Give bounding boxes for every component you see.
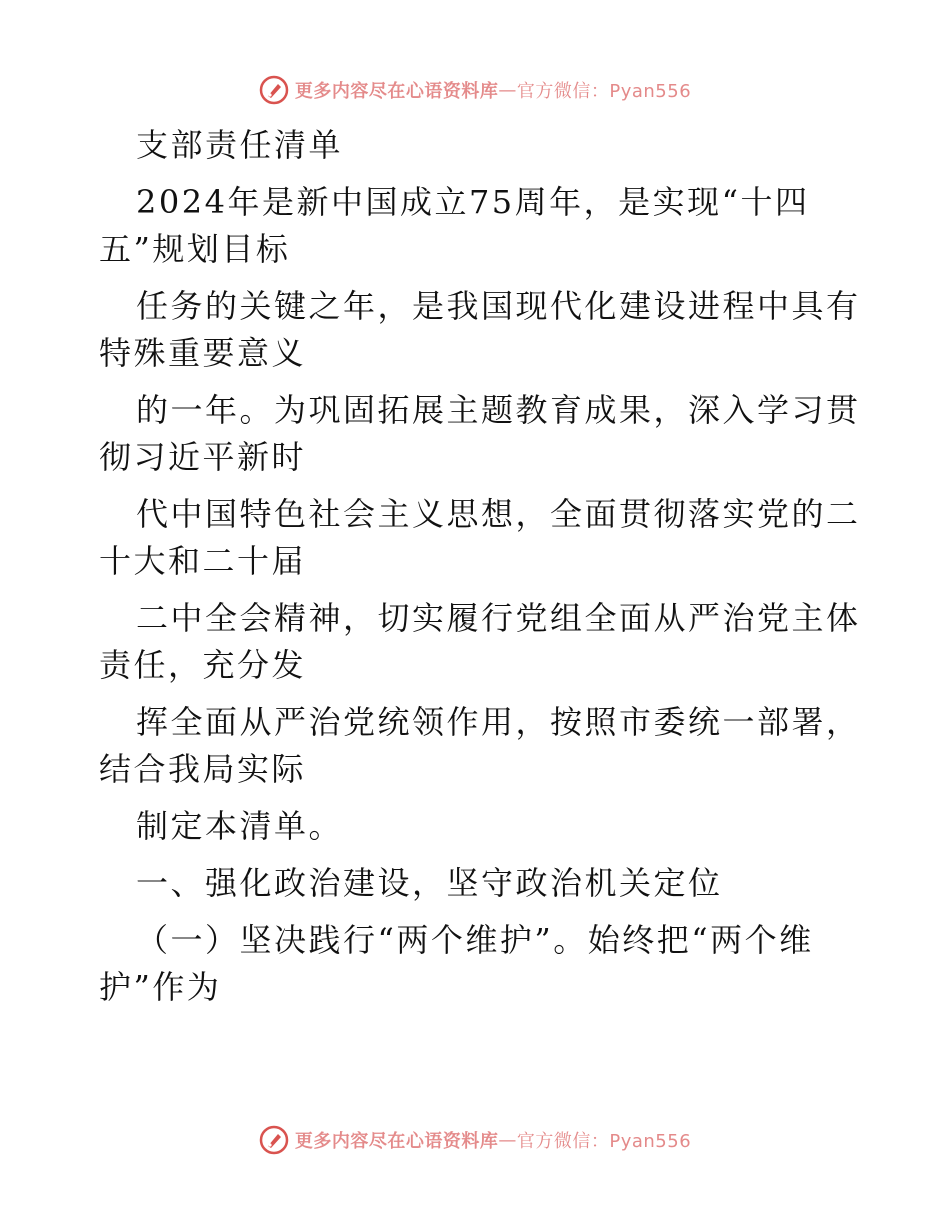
paragraph-line: 代中国特色社会主义思想，全面贯彻落实党的二 <box>136 495 861 533</box>
paragraph-line: 挥全面从严治党统领作用，按照市委统一部署， <box>136 703 861 741</box>
watermark-separator: — <box>498 79 517 101</box>
pen-nib-logo-icon <box>259 75 289 105</box>
footer-watermark <box>0 1122 950 1158</box>
paragraph-line: 的一年。为巩固拓展主题教育成果，深入学习贯 <box>136 391 861 429</box>
document-body <box>99 122 859 1011</box>
paragraph-line: 二中全会精神，切实履行党组全面从严治党主体 <box>136 599 861 637</box>
watermark-contact: 官方微信：Pyan556 <box>516 1131 692 1152</box>
watermark-separator: — <box>498 1129 517 1151</box>
watermark-brand: 更多内容尽在心语资料库 <box>294 81 499 102</box>
paragraph-line: 十大和二十届 <box>99 542 307 580</box>
paragraph-line: 结合我局实际 <box>99 750 307 788</box>
paragraph-line: （一）坚决践行“两个维护”。始终把“两个维 <box>136 921 814 959</box>
watermark-contact: 官方微信：Pyan556 <box>516 81 692 102</box>
pen-nib-logo-icon <box>259 1125 289 1155</box>
paragraph-line: 护”作为 <box>99 968 222 1006</box>
paragraph-line: 彻习近平新时 <box>99 438 307 476</box>
document-title: 支部责任清单 <box>136 126 344 164</box>
paragraph-line: 任务的关键之年，是我国现代化建设进程中具有 <box>136 287 861 325</box>
paragraph-line: 制定本清单。 <box>136 807 344 845</box>
paragraph-line: 特殊重要意义 <box>99 334 307 372</box>
paragraph-line: 责任，充分发 <box>99 646 307 684</box>
header-watermark <box>0 72 950 108</box>
section-heading: 一、强化政治建设，坚守政治机关定位 <box>136 864 723 902</box>
paragraph-line: 五”规划目标 <box>99 230 291 268</box>
watermark-brand: 更多内容尽在心语资料库 <box>294 1131 499 1152</box>
paragraph-line: 2024年是新中国成立75周年，是实现“十四 <box>136 183 810 221</box>
